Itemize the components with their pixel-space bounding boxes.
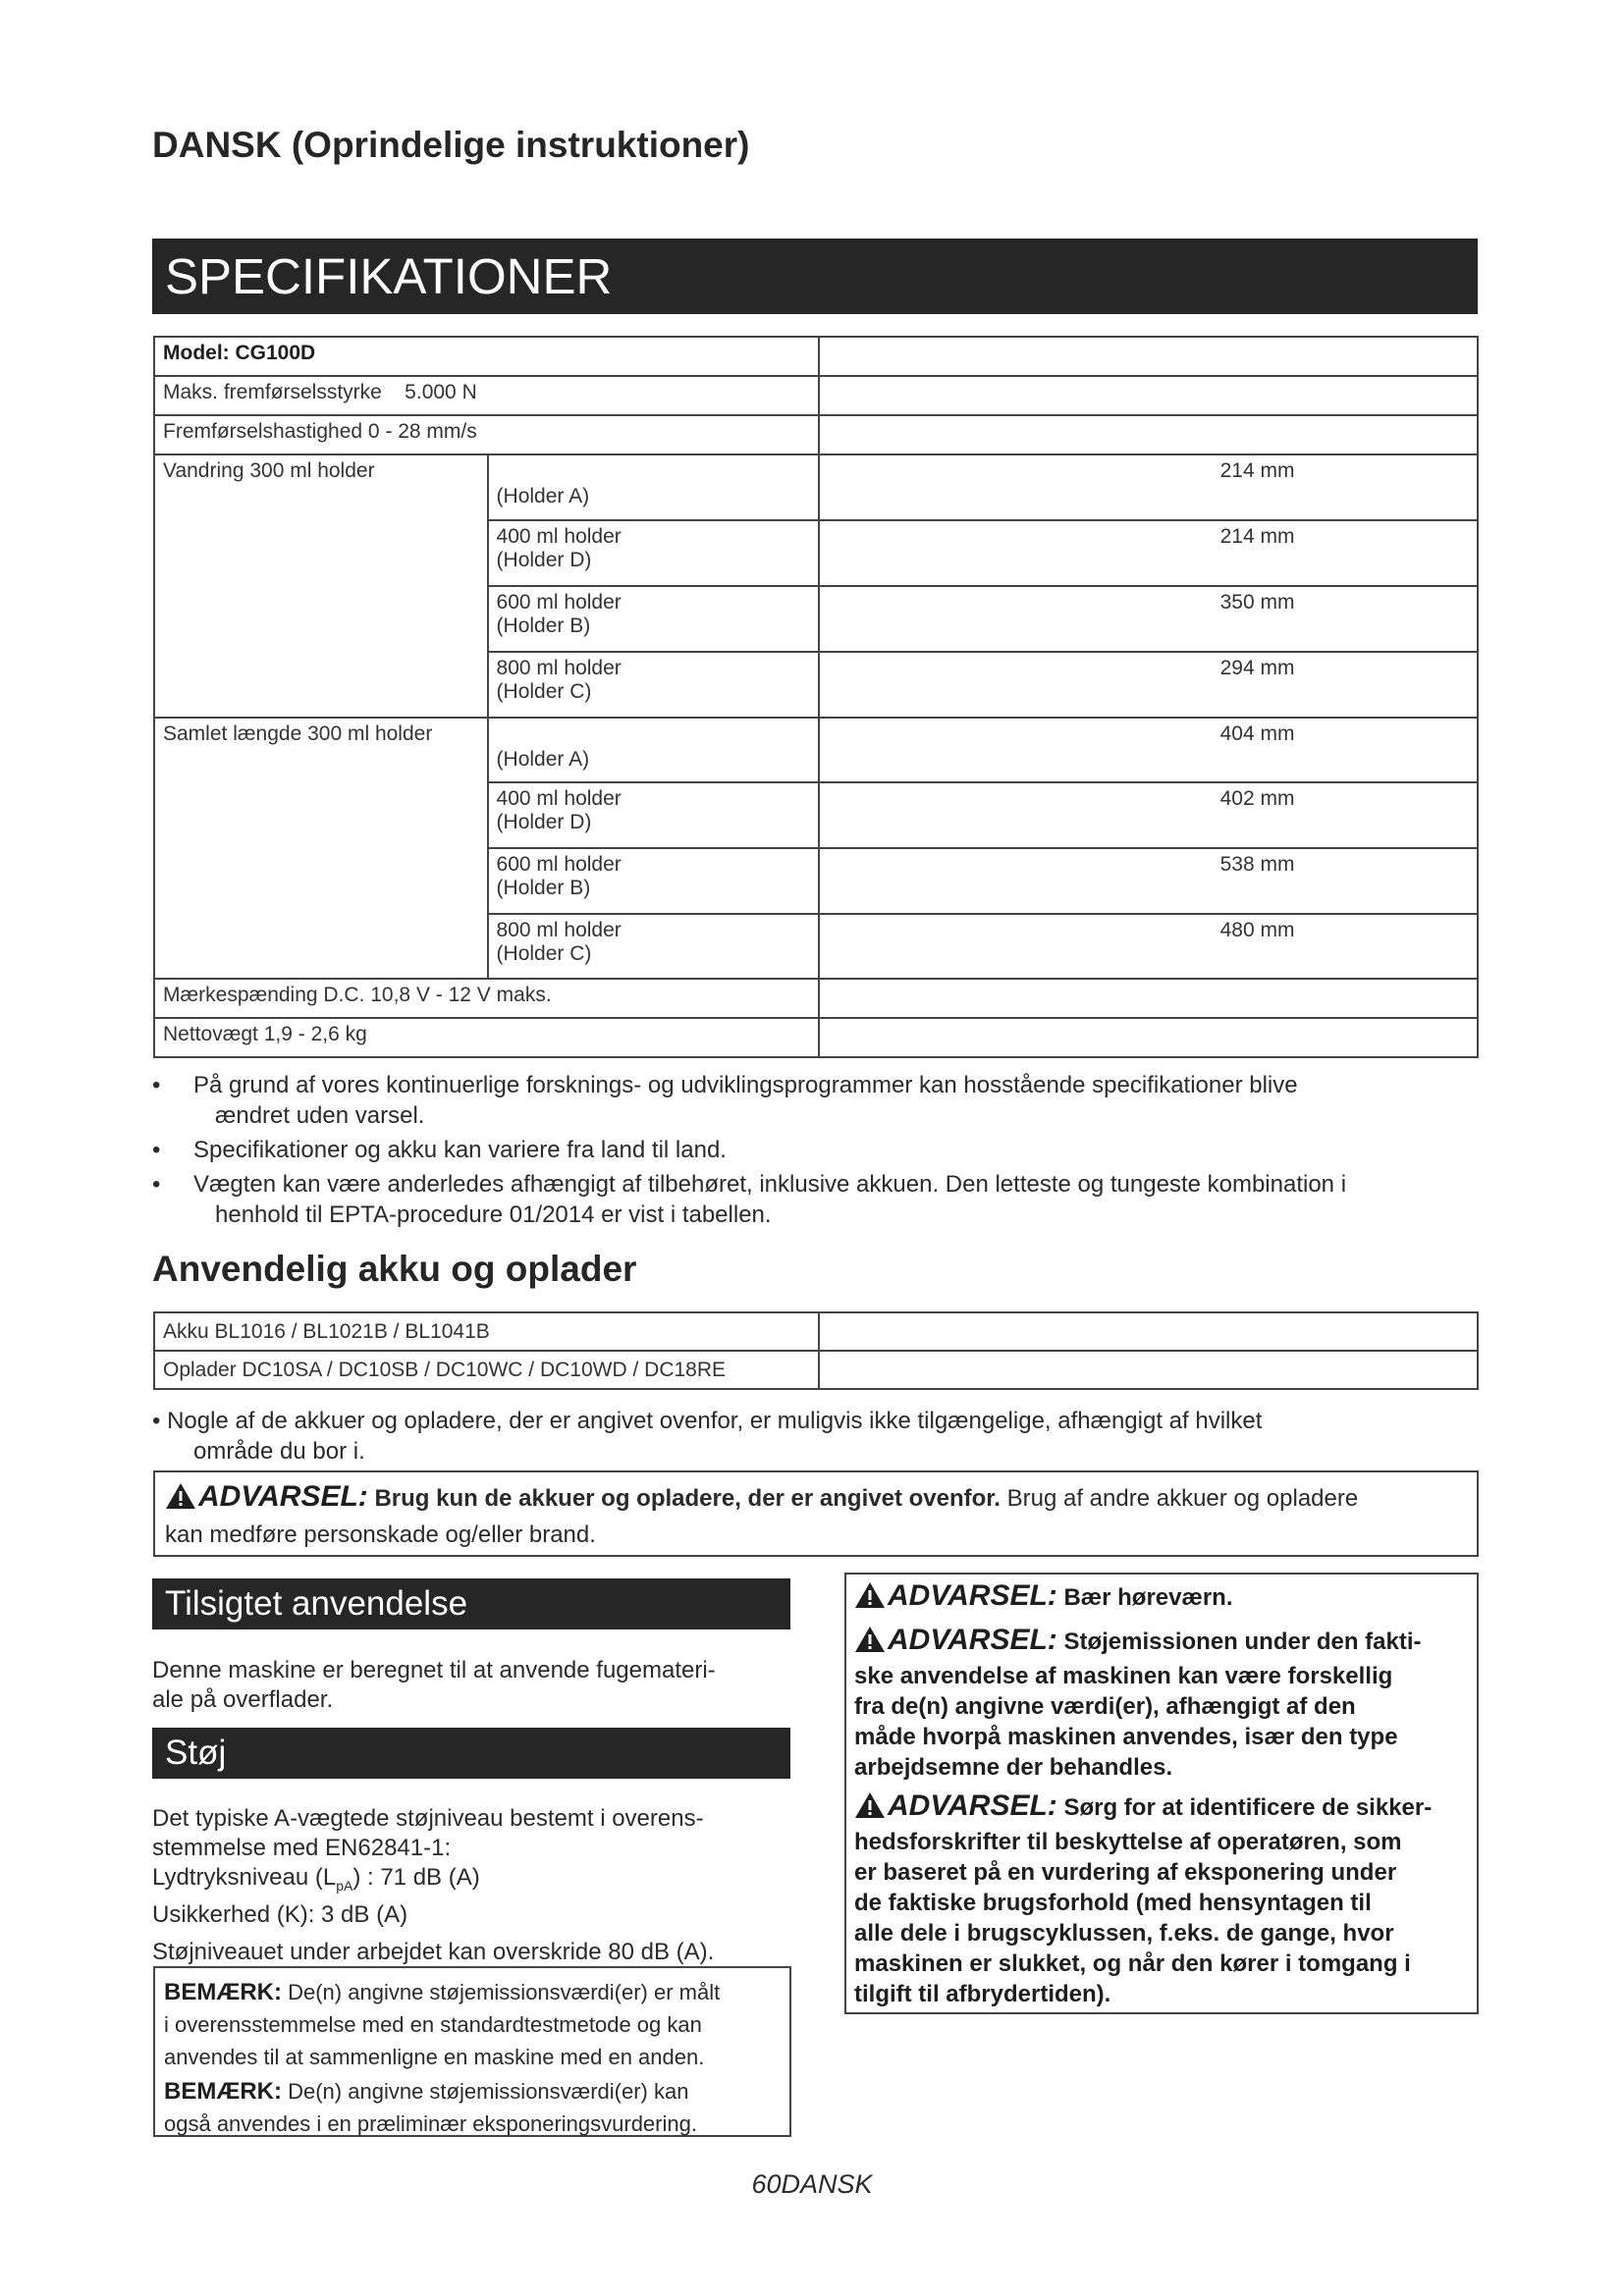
list-item: • På grund af vores kontinuerlige forsknings- og udviklingsprogrammer kan hosstående specifikationer blive ændret uden varsel. [152, 1070, 1478, 1131]
length-holder-b: 600 ml holder (Holder B) [488, 848, 820, 914]
battery-table [153, 1311, 1479, 1390]
length-value-c: 480 mm [819, 914, 1478, 979]
empty-cell [819, 979, 1478, 1018]
specifications-table [153, 336, 1479, 1058]
stroke-holder-c: 800 ml holder (Holder C) [488, 652, 820, 718]
stroke-holder-a: (Holder A) [488, 454, 820, 520]
warning-triangle-icon [854, 1626, 886, 1661]
battery-availability-note: • Nogle af de akkuer og opladere, der er angivet ovenfor, er muligvis ikke tilgængelige, afhængigt af hvilket område du bor i. [152, 1408, 1263, 1465]
noise-warnings-box: ADVARSEL: Bær høreværn. ADVARSEL: Støjemissionen under den fakti- ske anvendelse af maskinen kan være forskellig fra de(n) angivne værdi(er), afhængigt af den måde hvorpå maskinen anvendes, især den type arbejdsemne der behandles. ADVARSEL: Sørg for at identificere de sikker- hedsforskrifter til beskyttelse af operatøren, som er baseret på en vurdering af eksponering under de faktiske brugsforhold (med hensyntagen til alle dele i brugscyklussen, f.eks. de gange, hvor maskinen er slukket, og når den kører i tomgang i tilgift til afbrydertiden). [844, 1573, 1479, 2014]
warning-triangle-icon [854, 1581, 886, 1617]
battery-warning-box: ADVARSEL: Brug kun de akkuer og opladere, der er angivet ovenfor. Brug af andre akkuer og opladere kan medføre personskade og/eller brand. [153, 1470, 1479, 1557]
spec-row-force: Maks. fremførselsstyrke 5.000 N [154, 376, 819, 415]
spec-row-weight: Nettovægt 1,9 - 2,6 kg [154, 1018, 819, 1057]
empty-cell [819, 1312, 1478, 1351]
noise-heading: Støj [152, 1728, 790, 1779]
length-holder-c: 800 ml holder (Holder C) [488, 914, 820, 979]
warning-label: ADVARSEL: [888, 1579, 1057, 1612]
warning-label: ADVARSEL: [888, 1624, 1057, 1656]
empty-cell [819, 337, 1478, 376]
warning-label: ADVARSEL: [888, 1789, 1057, 1822]
note-label: BEMÆRK: [164, 1979, 282, 2005]
intended-use-text: Denne maskine er beregnet til at anvende fugemateri- ale på overflader. [152, 1657, 716, 1713]
spec-row-speed: Fremførselshastighed 0 - 28 mm/s [154, 415, 819, 454]
stroke-value-a: 214 mm [819, 454, 1478, 520]
battery-cell: Akku BL1016 / BL1021B / BL1041B [154, 1312, 819, 1351]
spec-notes-list [152, 1070, 1478, 1234]
page-title: DANSK (Oprindelige instruktioner) [152, 125, 750, 165]
noise-text: Det typiske A-vægtede støjniveau bestemt i overens- stemmelse med EN62841-1: Lydtryksniveau $(L_{pA})$ : 71 dB (A) Usikkerhed (K): 3 dB (A) Støjniveauet under arbejdet kan overskride 80 dB (A). [152, 1804, 790, 1967]
noise-notes-box: BEMÆRK: De(n) angivne støjemissionsværdi(er) er målt i overensstemmelse med en standardtestmetode og kan anvendes til at sammenligne en maskine med en anden. BEMÆRK: De(n) angivne støjemissionsværdi(er) kan også anvendes i en præliminær eksponeringsvurdering. [153, 1966, 791, 2137]
model-cell: Model: CG100D [154, 337, 819, 376]
list-item: • Specifikationer og akku kan variere fra land til land. [152, 1135, 1478, 1165]
specifications-banner: SPECIFIKATIONER [152, 239, 1478, 314]
length-value-a: 404 mm [819, 718, 1478, 782]
intended-use-heading: Tilsigtet anvendelse [152, 1578, 790, 1629]
charger-cell: Oplader DC10SA / DC10SB / DC10WC / DC10WD / DC18RE [154, 1351, 819, 1389]
stroke-holder-d: 400 ml holder (Holder D) [488, 520, 820, 586]
stroke-value-c: 294 mm [819, 652, 1478, 718]
note-label: BEMÆRK: [164, 2078, 282, 2105]
spec-row-voltage: Mærkespænding D.C. 10,8 V - 12 V maks. [154, 979, 819, 1018]
warning-label: ADVARSEL: [198, 1480, 368, 1513]
empty-cell [819, 376, 1478, 415]
list-item: • Vægten kan være anderledes afhængigt af tilbehøret, inklusive akkuen. Den letteste og tungeste kombination i henhold til EPTA-procedure 01/2014 er vist i tabellen. [152, 1169, 1478, 1230]
stroke-holder-b: 600 ml holder (Holder B) [488, 586, 820, 652]
warning-triangle-icon [165, 1482, 196, 1519]
stroke-value-b: 350 mm [819, 586, 1478, 652]
length-value-d: 402 mm [819, 782, 1478, 848]
stroke-value-d: 214 mm [819, 520, 1478, 586]
empty-cell [819, 1351, 1478, 1389]
empty-cell [819, 415, 1478, 454]
warning-triangle-icon [854, 1791, 886, 1827]
length-holder-a: (Holder A) [488, 718, 820, 782]
length-label: Samlet længde 300 ml holder [154, 718, 488, 979]
stroke-label: Vandring 300 ml holder [154, 454, 488, 718]
empty-cell [819, 1018, 1478, 1057]
battery-heading: Anvendelig akku og oplader [152, 1249, 637, 1289]
length-value-b: 538 mm [819, 848, 1478, 914]
sound-pressure-level: Lydtryksniveau $(L_{pA})$ : 71 dB (A) [152, 1864, 480, 1894]
page-number: 60DANSK [751, 2169, 873, 2199]
length-holder-d: 400 ml holder (Holder D) [488, 782, 820, 848]
